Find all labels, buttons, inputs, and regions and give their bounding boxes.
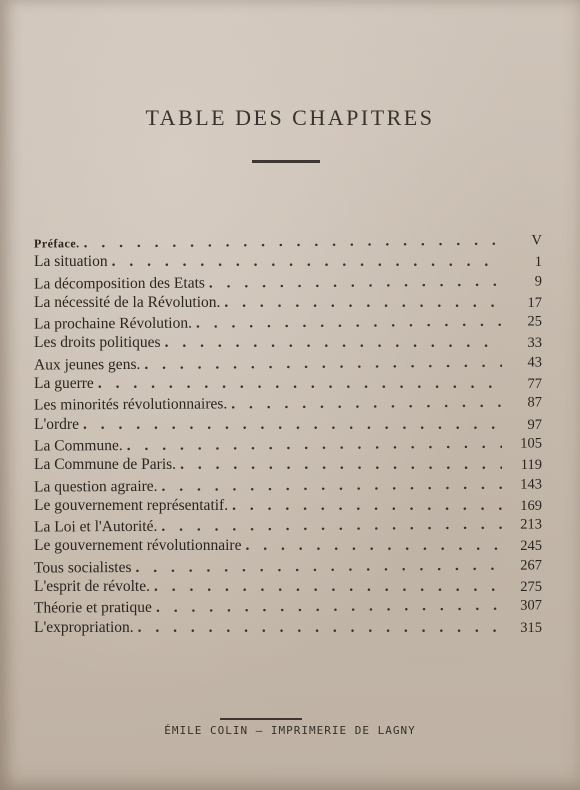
toc-dot-leader	[138, 619, 502, 637]
toc-entry-page-number: V	[531, 232, 543, 249]
toc-entry-page-number: 87	[527, 394, 543, 411]
toc-entry-page-number: 1	[534, 254, 542, 271]
toc-entry-title: Préface.	[33, 236, 80, 251]
toc-entry	[34, 516, 542, 539]
toc-dot-leader	[209, 272, 502, 292]
toc-dot-leader	[98, 375, 502, 393]
footer-divider	[220, 718, 302, 720]
toc-entry-title: La Commune.	[33, 436, 123, 455]
toc-entry-page-number: 169	[520, 497, 542, 514]
toc-dot-leader	[84, 232, 502, 253]
toc-entry-page-number: 315	[520, 619, 542, 636]
toc-dot-leader	[135, 556, 502, 576]
toc-entry-page-number: 307	[520, 597, 543, 614]
toc-dot-leader	[232, 497, 502, 515]
toc-entry-page-number: 77	[527, 376, 542, 393]
toc-entry-page-number: 9	[534, 273, 543, 290]
toc-entry-title: Tous socialistes	[33, 558, 132, 577]
toc-entry-title: Le gouvernement représentatif.	[34, 496, 229, 514]
toc-entry-page-number: 213	[520, 516, 543, 533]
toc-dot-leader	[180, 456, 502, 474]
toc-entry	[34, 334, 542, 354]
toc-dot-leader	[161, 475, 502, 495]
toc-entry	[34, 456, 542, 476]
toc-entry-title: La Loi et l'Autorité.	[33, 517, 158, 536]
toc-entry	[34, 537, 542, 557]
toc-entry	[34, 619, 542, 639]
toc-entry	[34, 272, 542, 295]
toc-entry-page-number: 105	[520, 435, 543, 452]
toc-entry-title: Les droits politiques	[34, 334, 161, 352]
toc-entry-title: Aux jeunes gens.	[33, 355, 141, 374]
toc-dot-leader	[112, 253, 502, 271]
toc-entry	[34, 416, 542, 436]
toc-entry-page-number: 25	[527, 313, 543, 330]
toc-dot-leader	[165, 334, 502, 352]
toc-entry	[34, 434, 542, 457]
toc-entry	[34, 556, 542, 579]
page-title: TABLE DES CHAPITRES	[145, 104, 435, 130]
toc-dot-leader	[144, 353, 502, 373]
toc-entry	[34, 497, 542, 517]
toc-entry-title: La guerre	[34, 375, 94, 393]
toc-entry-title: L'esprit de révolte.	[34, 578, 150, 596]
toc-entry-title: La nécessité de la Révolution.	[34, 293, 221, 311]
toc-dot-leader	[154, 578, 502, 596]
toc-entry-page-number: 43	[527, 354, 543, 371]
toc-entry	[34, 475, 542, 498]
toc-entry-page-number: 267	[520, 557, 543, 574]
toc-entry	[34, 353, 542, 376]
toc-entry-title: La Commune de Paris.	[34, 456, 177, 474]
toc-entry-title: Théorie et pratique	[33, 599, 152, 617]
toc-entry-page-number: 119	[520, 457, 542, 474]
title-divider	[252, 160, 320, 163]
toc-entry-title: Le gouvernement révolutionnaire	[34, 537, 242, 555]
toc-entry-title: L'ordre	[34, 415, 79, 433]
toc-dot-leader	[231, 394, 502, 414]
toc-entry	[34, 231, 542, 254]
toc-dot-leader	[156, 597, 502, 617]
toc-entry	[34, 394, 542, 417]
toc-entry-title: La prochaine Révolution.	[33, 314, 193, 333]
printer-imprint: ÉMILE COLIN — IMPRIMERIE DE LAGNY	[164, 724, 416, 737]
toc-entry	[34, 253, 542, 273]
toc-dot-leader	[245, 537, 502, 555]
table-of-contents	[34, 233, 542, 639]
toc-dot-leader	[196, 313, 502, 333]
toc-dot-leader	[224, 294, 502, 312]
toc-dot-leader	[83, 416, 502, 434]
toc-entry	[34, 578, 542, 598]
toc-entry-title: L'expropriation.	[34, 618, 134, 636]
toc-entry-page-number: 33	[527, 335, 542, 352]
toc-entry-title: Les minorités révolutionnaires.	[33, 395, 228, 414]
toc-entry-page-number: 245	[520, 538, 542, 555]
toc-entry-title: La question agraire.	[33, 477, 158, 496]
toc-entry	[34, 313, 542, 336]
toc-entry	[34, 597, 542, 620]
toc-entry	[34, 294, 542, 314]
toc-dot-leader	[161, 516, 502, 536]
toc-entry-page-number: 17	[527, 294, 542, 311]
toc-entry-title: La situation	[34, 253, 108, 271]
toc-entry	[34, 375, 542, 395]
toc-entry-page-number: 97	[527, 416, 542, 433]
toc-entry-page-number: 275	[520, 579, 542, 596]
toc-entry-page-number: 143	[520, 476, 543, 493]
toc-dot-leader	[127, 435, 502, 455]
toc-entry-title: La décomposition des Etats	[33, 274, 205, 293]
